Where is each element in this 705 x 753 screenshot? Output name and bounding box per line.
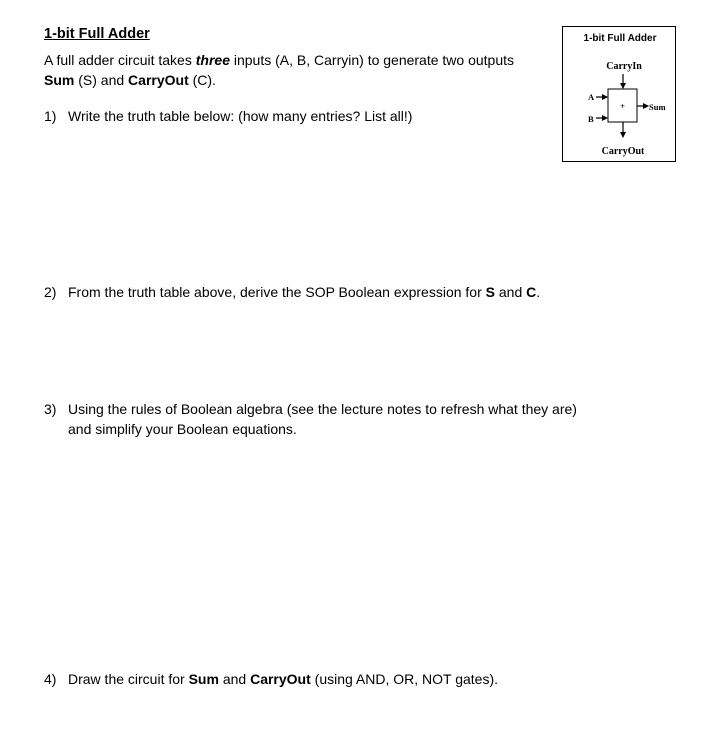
question-2-text-1: From the truth table above, derive the SOP Boolean expression for xyxy=(68,284,486,300)
question-3 xyxy=(44,399,624,439)
question-1-text: Write the truth table below: (how many entries? List all!) xyxy=(68,108,413,124)
question-2-number: 2) xyxy=(44,284,57,300)
intro-text-1: A full adder circuit takes xyxy=(44,52,196,68)
question-2-text-3: . xyxy=(536,284,541,300)
question-4-number: 4) xyxy=(44,671,57,687)
question-3-line-2: and simplify your Boolean equations. xyxy=(68,421,297,437)
question-4-text-1: Draw the circuit for xyxy=(68,671,189,687)
intro-text-2: inputs (A, B, Carryin) to generate two outputs xyxy=(229,52,515,68)
question-2-text-2: and xyxy=(495,284,527,300)
question-1-number: 1) xyxy=(44,108,57,124)
question-3-number: 3) xyxy=(44,401,57,417)
question-4-text-2: and xyxy=(218,671,251,687)
adder-operator: + xyxy=(620,101,625,111)
question-4-text-3: (using AND, OR, NOT gates). xyxy=(310,671,499,687)
question-2-s-term: S xyxy=(485,284,495,300)
diagram-sum-label: Sum xyxy=(649,102,666,112)
question-3-line-1: Using the rules of Boolean algebra (see the lecture notes to refresh what they are) xyxy=(68,401,577,417)
intro-carryout-term: CarryOut xyxy=(128,72,189,88)
document-title: 1-bit Full Adder xyxy=(44,26,150,42)
diagram-carryout-label: CarryOut xyxy=(601,146,645,157)
question-4-carryout-term: CarryOut xyxy=(250,671,311,687)
full-adder-diagram xyxy=(562,26,676,162)
question-2 xyxy=(44,282,624,302)
intro-paragraph xyxy=(44,50,554,90)
diagram-input-a: A xyxy=(588,92,595,102)
diagram-input-b: B xyxy=(588,114,594,124)
full-adder-svg xyxy=(563,27,677,163)
question-4-sum-term: Sum xyxy=(188,671,219,687)
question-2-c-term: C xyxy=(526,284,537,300)
intro-text-4: (C). xyxy=(188,72,216,88)
question-1 xyxy=(44,106,624,126)
intro-text-3: (S) and xyxy=(74,72,129,88)
intro-sum-term: Sum xyxy=(44,72,75,88)
diagram-title: 1-bit Full Adder xyxy=(583,33,657,44)
question-4 xyxy=(44,669,624,689)
diagram-carryin-label: CarryIn xyxy=(606,61,642,72)
intro-emphasis-three: three xyxy=(195,52,230,68)
